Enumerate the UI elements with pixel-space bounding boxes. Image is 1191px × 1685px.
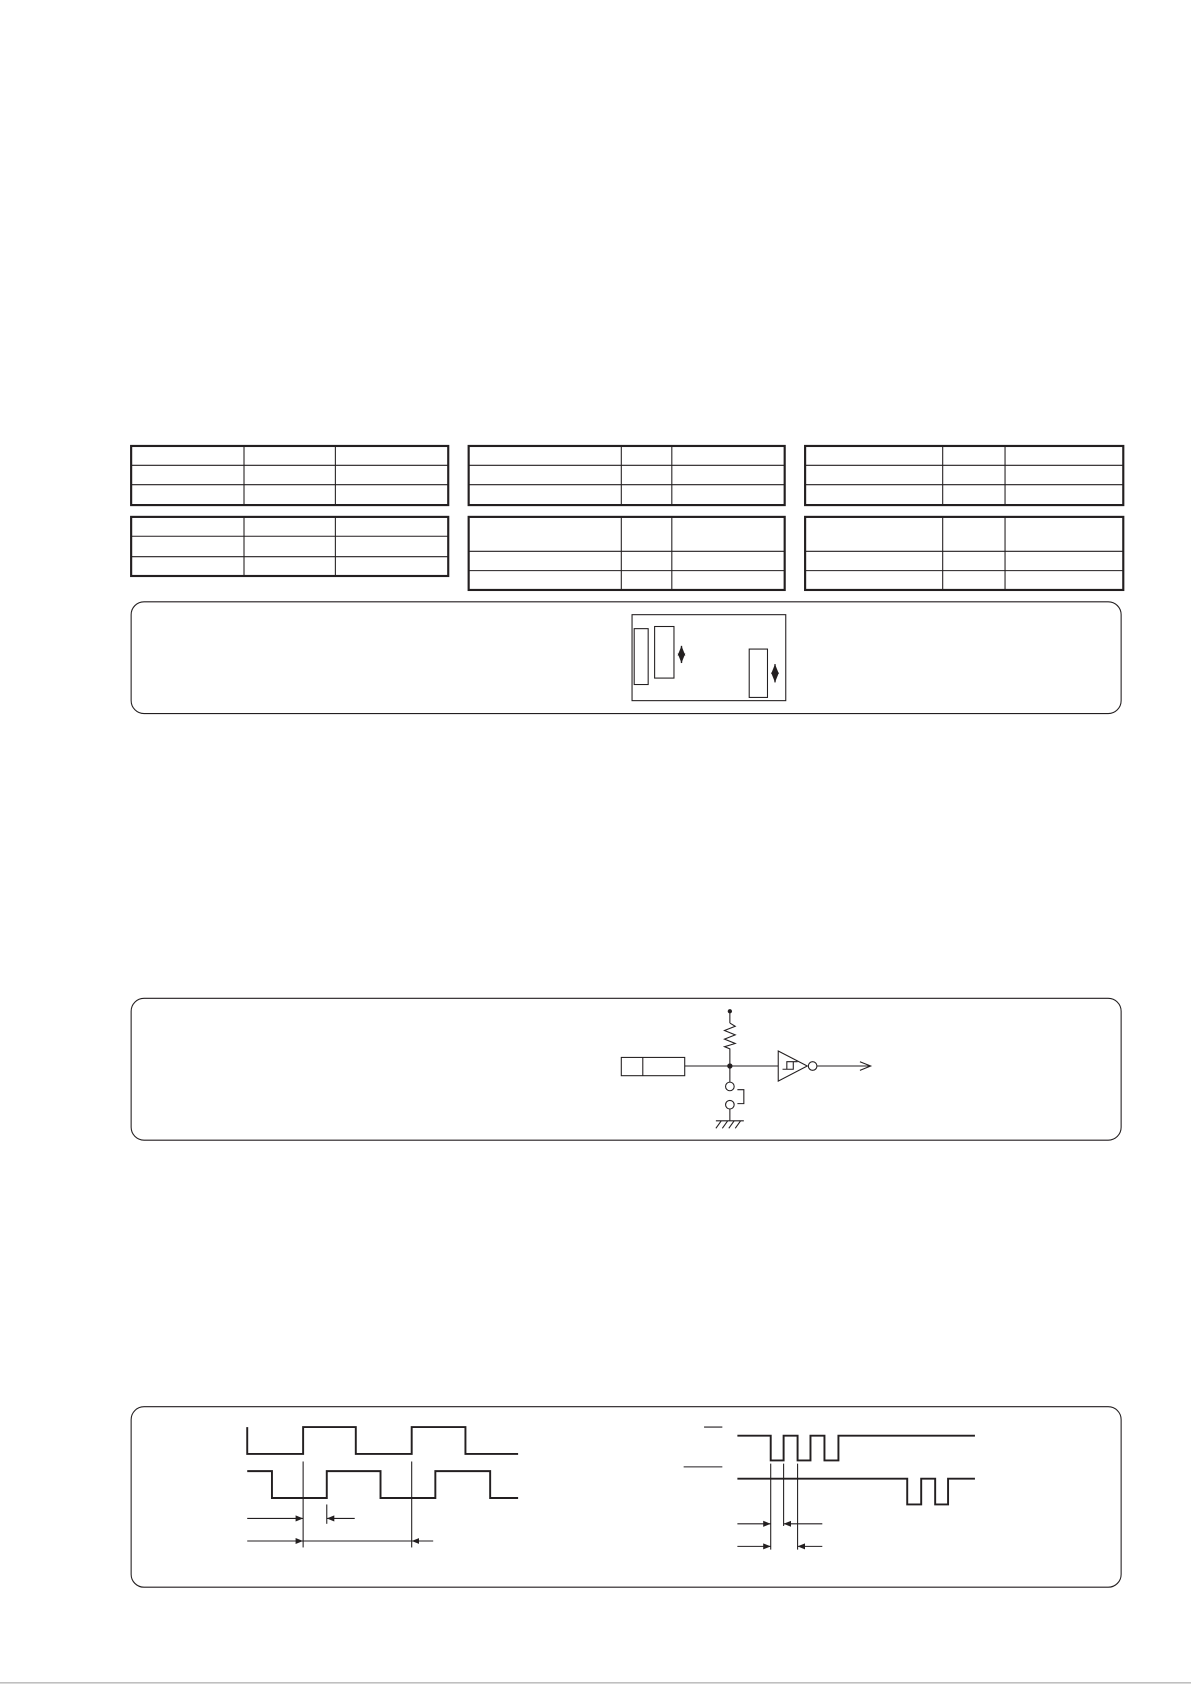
table-border xyxy=(469,517,785,590)
pull-up-resistor-icon xyxy=(724,1023,735,1066)
switch-contact-icon xyxy=(726,1066,744,1121)
figure-frame xyxy=(131,1407,1121,1588)
panel-edge-strip xyxy=(634,629,648,685)
spec-table-4 xyxy=(131,517,448,576)
pulse-train-icon xyxy=(737,1479,975,1505)
slide-switch-icon xyxy=(749,649,767,697)
table-border xyxy=(131,517,448,576)
table-border xyxy=(805,446,1123,505)
square-wave-icon xyxy=(247,1471,518,1498)
square-wave-icon xyxy=(247,1427,518,1454)
spec-table-2 xyxy=(469,446,785,505)
spec-table-5 xyxy=(469,517,785,590)
table-border xyxy=(805,517,1123,590)
spec-table-1 xyxy=(131,446,448,505)
figure-frame xyxy=(131,602,1121,714)
ground-icon xyxy=(716,1121,744,1129)
slide-switch-icon xyxy=(655,627,674,679)
table-border xyxy=(131,446,448,505)
timing-figure xyxy=(131,1407,1121,1588)
output-arrow-icon xyxy=(817,1062,871,1071)
switch-panel-icon xyxy=(632,615,786,701)
schmitt-inverter-icon xyxy=(778,1051,817,1081)
spec-tables xyxy=(131,446,1123,590)
pulse-timing xyxy=(684,1427,975,1550)
table-border xyxy=(469,446,785,505)
quadrature-timing xyxy=(247,1427,518,1547)
pulse-train-icon xyxy=(737,1436,975,1461)
spec-table-6 xyxy=(805,517,1123,590)
figure-frame xyxy=(131,998,1121,1140)
connector-icon xyxy=(621,1057,684,1075)
spec-table-3 xyxy=(805,446,1123,505)
input-circuit-figure xyxy=(131,998,1121,1140)
switch-panel-figure xyxy=(131,602,1121,714)
